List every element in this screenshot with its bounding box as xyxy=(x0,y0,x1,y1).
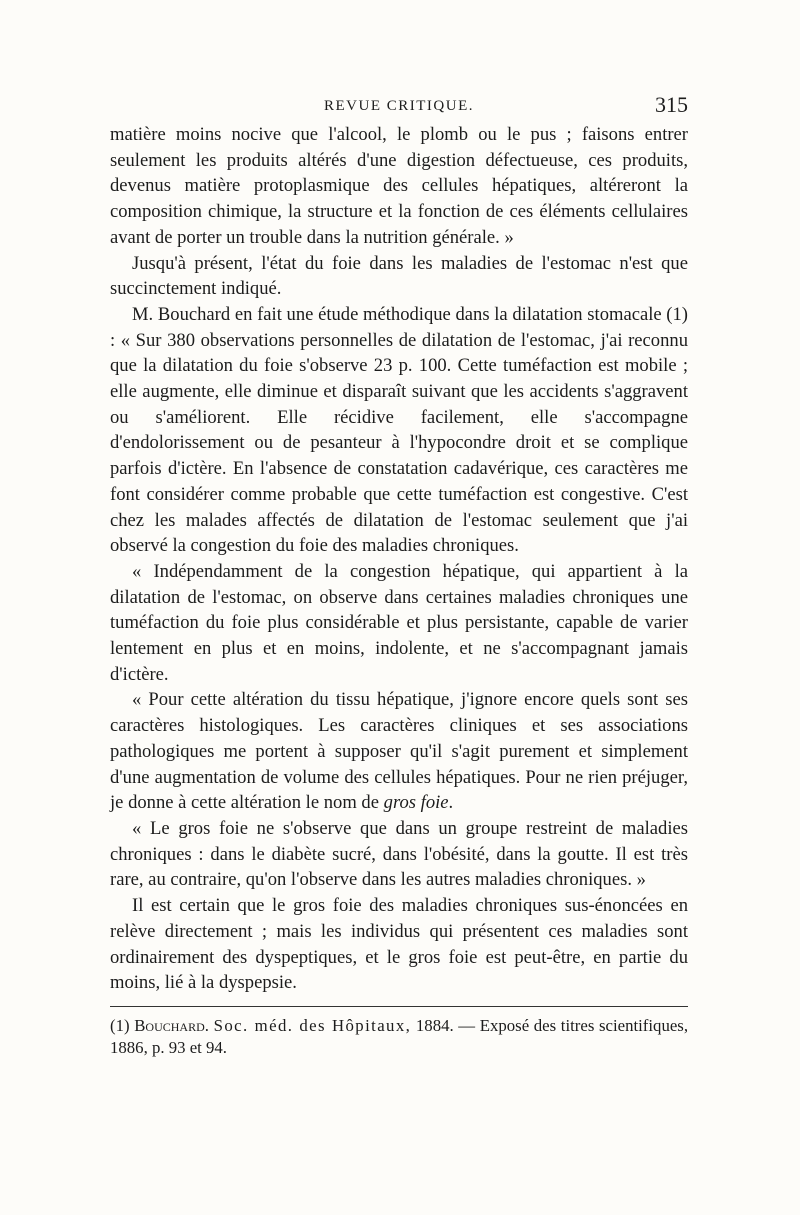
page-header xyxy=(110,92,688,122)
paragraph-alteration-end: . xyxy=(448,792,454,814)
footnote-author: Bouchard. xyxy=(134,1015,209,1035)
paragraph-conclusion: Il est certain que le gros foie des maladies chroniques sus-énoncées en relève directement ; mais les individus qui présentent ces maladies sont ordinairement des dyspeptiques, et le gros foie est peut-être, en partie du moins, lié à la dyspepsie. xyxy=(110,895,688,994)
footnote-marker: (1) xyxy=(110,1015,130,1035)
paragraph-gros-foie: « Le gros foie ne s'observe que dans un groupe restreint de maladies chroniques : dans le diabète sucré, dans l'obésité, dans la goutte. Il est très rare, au contraire, qu'on l'observe dans les autres maladies chroniques. » xyxy=(110,817,688,891)
paragraph-independamment: « Indépendamment de la congestion hépatique, qui appartient à la dilatation de l'estomac, on observe dans certaines maladies chroniques une tuméfaction du foie plus considérable et plus persistante, capable de varier lentement en plus et en moins, indolente, et ne s'accompagnant jamais d'ictère. xyxy=(110,560,688,685)
page xyxy=(110,92,688,1059)
body-text xyxy=(110,122,688,996)
paragraph-alteration xyxy=(110,687,688,816)
term-gros-foie: gros foie xyxy=(383,792,449,814)
paragraph-continuation: matière moins nocive que l'alcool, le plomb ou le pus ; faisons entrer seulement les produits altérés d'une digestion défectueuse, ces produits, devenus matière protoplasmique des cellules hépatiques, altéreront la composition chimique, la structure et la fonction de ces éléments cellulaires avant de porter un trouble dans la nutrition générale. » xyxy=(110,124,688,248)
footnote-journal: Soc. méd. des Hôpitaux, xyxy=(213,1015,412,1035)
paragraph-etat-du-foie: Jusqu'à présent, l'état du foie dans les maladies de l'estomac n'est que succinctement indiqué. xyxy=(110,252,688,300)
footnote-rest: 1884. — Exposé des titres scientifiques, 1886, p. 93 et 94. xyxy=(110,1015,689,1057)
page-number: 315 xyxy=(655,92,688,117)
paragraph-bouchard: M. Bouchard en fait une étude méthodique dans la dilatation stomacale (1) : « Sur 380 observations personnelles de dilatation de l'estomac, j'ai reconnu que la dilatation du foie s'observe 23 p. 100. Cette tuméfaction est mobile ; elle augmente, elle diminue et disparaît suivant que les accidents s'aggravent ou s'améliorent. Elle récidive facilement, elle s'accompagne d'endolorissement ou de pesanteur à l'hypocondre droit et se complique parfois d'ictère. En l'absence de constatation cadavérique, ces caractères me font considérer comme probable que cette tuméfaction est congestive. C'est chez les malades affectés de dilatation de l'estomac seulement que j'ai observé la congestion du foie des maladies chroniques. xyxy=(110,303,688,557)
footnote xyxy=(110,1015,688,1059)
paragraph-alteration-text: « Pour cette altération du tissu hépatique, j'ignore encore quels sont ses caractères histologiques. Les caractères cliniques et ses associations pathologiques me portent à supposer qu'il s'agit purement et simplement d'une augmentation de volume des cellules hépatiques. Pour ne rien préjuger, je donne à cette altération le nom de xyxy=(110,689,688,814)
footnote-divider xyxy=(110,1006,688,1007)
running-title: REVUE CRITIQUE. xyxy=(324,98,474,114)
